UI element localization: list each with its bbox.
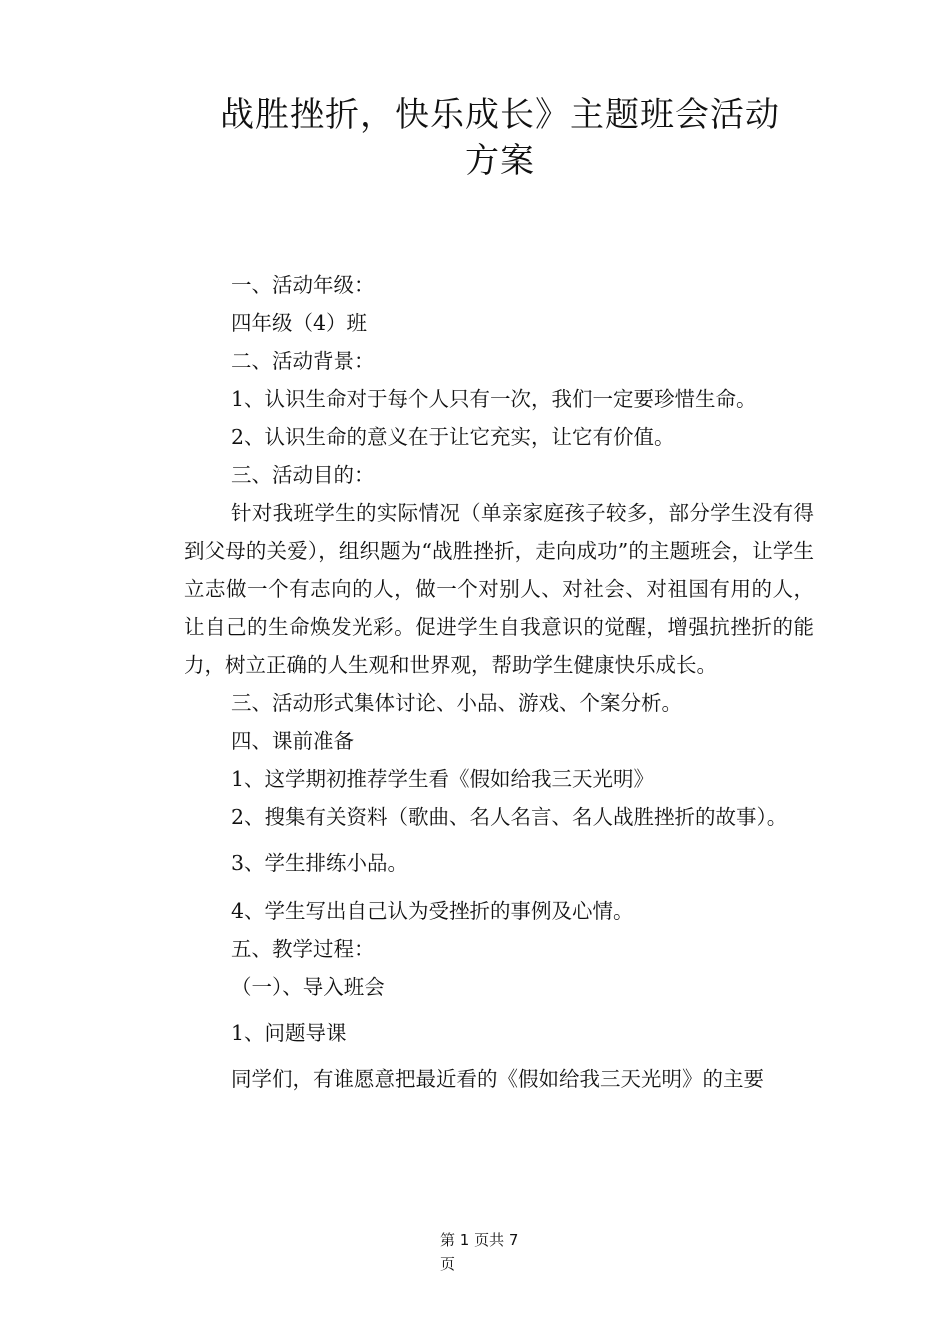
title-line-2: 方案 [465, 141, 535, 181]
title-line-1: 战胜挫折，快乐成长》主题班会活动 [220, 95, 780, 135]
page-number-line-1: 第 1 页共 7 [440, 1231, 519, 1249]
page-number-line-2: 页 [440, 1255, 456, 1273]
paragraph-preparation-1: 1、这学期初推荐学生看《假如给我三天光明》 [231, 767, 655, 791]
document-title [200, 92, 800, 184]
section-heading-grade: 一、活动年级： [231, 273, 375, 297]
paragraph-background-1: 1、认识生命对于每个人只有一次，我们一定要珍惜生命。 [231, 387, 757, 411]
section-heading-background: 二、活动背景： [231, 349, 375, 373]
page-number [440, 1228, 560, 1276]
section-heading-process: 五、教学过程： [231, 937, 375, 961]
paragraph-preparation-2: 2、搜集有关资料（歌曲、名人名言、名人战胜挫折的故事）。 [231, 805, 788, 829]
section-heading-format: 三、活动形式集体讨论、小品、游戏、个案分析。 [231, 691, 682, 715]
paragraph-background-2: 2、认识生命的意义在于让它充实，让它有价值。 [231, 425, 675, 449]
section-heading-preparation: 四、课前准备 [231, 729, 354, 753]
paragraph-question-intro: 1、问题导课 [231, 1021, 347, 1045]
paragraph-purpose: 针对我班学生的实际情况（单亲家庭孩子较多，部分学生没有得到父母的关爱），组织题为“战胜挫折，走向成功”的主题班会，让学生立志做一个有志向的人，做一个对别人、对社会、对祖国有用的人，让自己的生命焕发光彩。促进学生自我意识的觉醒，增强抗挫折的能力，树立正确的人生观和世界观，帮助学生健康快乐成长。 [184, 501, 814, 677]
document-body [184, 266, 814, 1098]
section-heading-purpose: 三、活动目的： [231, 463, 375, 487]
paragraph-preparation-4: 4、学生写出自己认为受挫折的事例及心情。 [231, 899, 634, 923]
paragraph-preparation-3: 3、学生排练小品。 [231, 851, 409, 875]
subsection-heading-intro: （一）、导入班会 [231, 975, 385, 999]
paragraph-grade: 四年级（4）班 [231, 311, 368, 335]
paragraph-discussion: 同学们，有谁愿意把最近看的《假如给我三天光明》的主要 [231, 1067, 764, 1091]
